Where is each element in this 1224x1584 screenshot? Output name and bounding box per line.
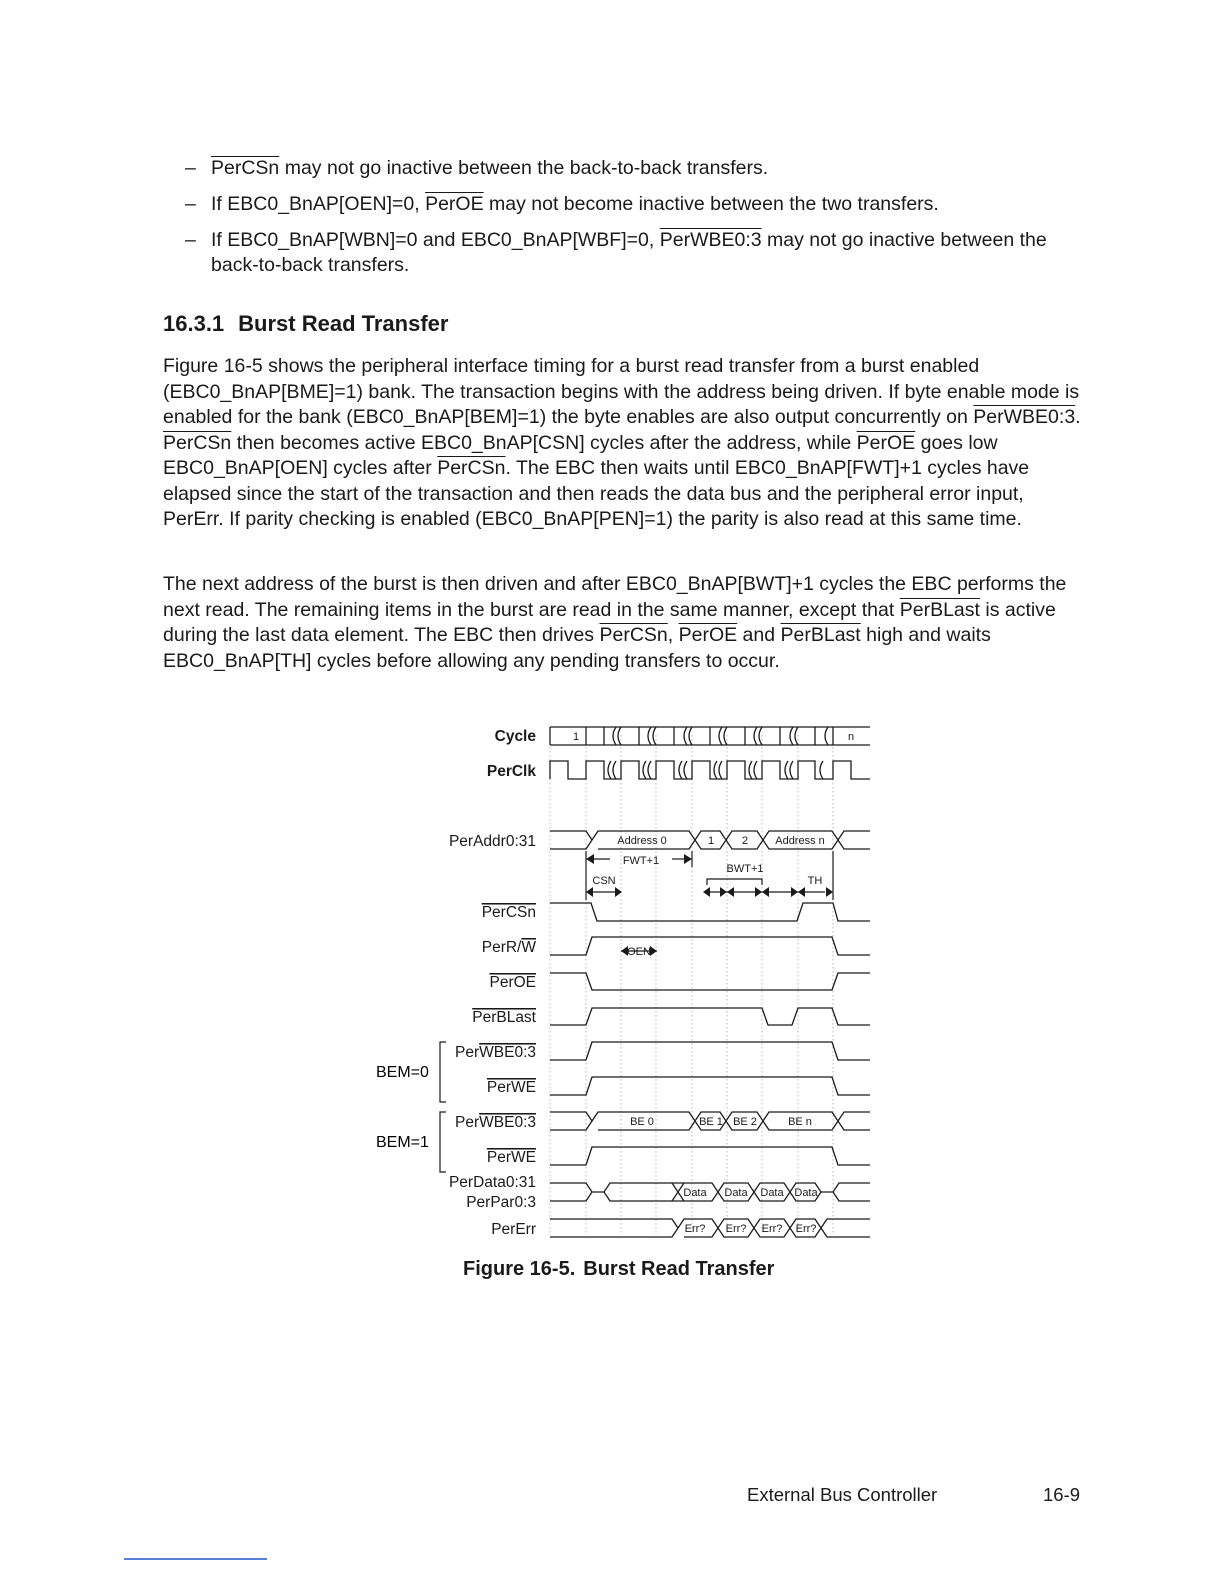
err-label-1: Err?: [725, 1223, 747, 1235]
text-run: Figure 16-5 shows the peripheral interface timing for a burst read transfer from a burst enabled (EBC0_BnAP[BME]=1) bank. The transaction begins with the address being driven. If byte enable mode is enabled for the bank (EBC0_BnAP[BEM]=1) the byte enables are also output concurrently on: [163, 355, 1080, 428]
text-run: ,: [667, 624, 679, 646]
be-label-2: BE 2: [733, 1116, 757, 1128]
fwt-label: FWT+1: [622, 855, 660, 867]
be-label-0: BE 0: [630, 1116, 654, 1128]
data-label-0: Data: [683, 1187, 707, 1199]
timing-diagram: [360, 715, 880, 1255]
addr-label-n: Address n: [775, 835, 825, 847]
bullet-text: [211, 229, 1047, 276]
footer-page-number: 16-9: [1043, 1484, 1081, 1505]
signal-name: PerWBE0:3: [659, 229, 762, 251]
bullet-text: [211, 157, 768, 179]
perwe-bem0-waveform: [550, 1077, 870, 1095]
figure-caption: [463, 1258, 774, 1281]
signal-name: PerCSn: [599, 624, 668, 646]
data-label-2: Data: [760, 1187, 784, 1199]
label-pererr: PerErr: [491, 1221, 536, 1238]
bullet-dash: –: [185, 157, 196, 179]
text-run: . The EBC then waits until EBC0_BnAP[FWT]+1 cycles have elapsed since the start of the transaction and then reads the data bus and the peripheral error input, PerErr. If parity checking is enabled (EBC0_BnAP[PEN]=1) the parity is also read at this same time.: [163, 457, 1030, 530]
text-run: The next address of the burst is then driven and after EBC0_BnAP[BWT]+1 cycles the EBC performs the next read. The remaining items in the burst are read in the same manner, except that: [163, 573, 1067, 621]
signal-name: PerOE: [678, 624, 738, 646]
text-run: may not go inactive between the back-to-back transfers.: [279, 157, 769, 179]
label-bem0: BEM=0: [376, 1064, 429, 1081]
bullet-text: [211, 193, 939, 215]
text-run: may not go inactive between the back-to-back transfers.: [211, 229, 1047, 276]
cycle-first-label: 1: [572, 731, 580, 743]
label-perwe-bem1: PerWE: [486, 1149, 536, 1166]
figure-number: Figure 16-5.: [463, 1258, 576, 1280]
bullet-dash: –: [185, 193, 196, 215]
signal-name: PerOE: [425, 193, 484, 215]
text-run: goes low EBC0_BnAP[OEN] cycles after: [163, 431, 998, 479]
bullet-item: [185, 156, 1085, 181]
label-peroe: PerOE: [489, 974, 536, 991]
timing-arrowheads: [586, 854, 833, 956]
csn-label: CSN: [592, 875, 616, 887]
perblast-waveform: [550, 1008, 870, 1025]
figure-title: Burst Read Transfer: [583, 1258, 775, 1280]
be-label-1: BE 1: [699, 1116, 723, 1128]
bullet-dash: –: [185, 229, 196, 251]
perwbe-bem0-waveform: [550, 1042, 870, 1060]
label-perrw-read: PerR/: [481, 939, 522, 956]
text-run: If EBC0_BnAP[WBN]=0 and EBC0_BnAP[WBF]=0,: [211, 229, 660, 251]
bwt-label: BWT+1: [726, 863, 764, 875]
label-peraddr: PerAddr0:31: [448, 833, 536, 850]
signal-name: PerCSn: [211, 157, 280, 179]
label-bem1: BEM=1: [376, 1134, 429, 1151]
text-run: high and waits EBC0_BnAP[TH] cycles before allowing any pending transfers to occur.: [163, 624, 991, 672]
label-perwbe-bem0-prefix: Per: [455, 1044, 480, 1061]
bullet-list: [185, 156, 1085, 289]
perwe-bem1-waveform: [550, 1147, 870, 1165]
footer-chapter-title: External Bus Controller: [747, 1484, 938, 1505]
signal-name: PerBLast: [899, 598, 980, 621]
text-run: .: [1075, 406, 1081, 428]
text-run: If EBC0_BnAP[OEN]=0,: [211, 193, 426, 215]
oen-label: OEN: [627, 946, 651, 958]
footer-rule: [124, 1558, 267, 1560]
signal-name: PerOE: [856, 431, 916, 454]
perclk-breaks: [608, 761, 823, 779]
label-perwbe-bem1-suffix: WBE0:3: [479, 1114, 536, 1131]
bem-brackets: [440, 1042, 446, 1172]
perdata-waveform: [550, 1183, 870, 1201]
signal-name: PerWBE0:3: [973, 406, 1076, 428]
cycle-waveform: [550, 727, 870, 745]
perrw-waveform: [550, 937, 870, 955]
section-title: Burst Read Transfer: [238, 311, 449, 336]
grid-lines: [550, 735, 833, 1235]
label-perpar: PerPar0:3: [466, 1194, 536, 1211]
signal-name: PerCSn: [163, 431, 232, 454]
th-label: TH: [807, 875, 823, 887]
text-run: then becomes active EBC0_BnAP[CSN] cycles after the address, while: [231, 431, 857, 454]
label-perwbe-bem1: [455, 1114, 536, 1131]
err-label-2: Err?: [761, 1223, 783, 1235]
paragraph-burst-read-sequence: [163, 572, 1088, 674]
label-perwbe-bem0-suffix: WBE0:3: [479, 1044, 536, 1061]
label-perclk: PerClk: [486, 763, 536, 780]
signal-name: PerCSn: [437, 457, 506, 479]
addr-label-1: 1: [707, 835, 715, 847]
data-label-1: Data: [724, 1187, 748, 1199]
bullet-item: [185, 228, 1085, 278]
section-number: 16.3.1: [163, 311, 225, 336]
signal-name: PerBLast: [780, 624, 861, 646]
err-label-0: Err?: [684, 1223, 706, 1235]
percsn-waveform: [550, 903, 870, 921]
text-run: may not become inactive between the two transfers.: [483, 193, 939, 215]
label-perdata: PerData0:31: [448, 1174, 536, 1191]
section-heading: [163, 311, 448, 337]
label-perwe-bem0: PerWE: [486, 1079, 536, 1096]
bullet-item: [185, 192, 1085, 217]
pererr-waveform: [550, 1219, 870, 1237]
peroe-waveform: [550, 973, 870, 990]
addr-label-0: Address 0: [617, 835, 667, 847]
label-perrw-write: W: [521, 939, 536, 956]
label-perwbe-bem0: [455, 1044, 536, 1061]
addr-label-2: 2: [741, 835, 749, 847]
err-label-3: Err?: [795, 1223, 817, 1235]
label-perblast: PerBLast: [472, 1009, 536, 1026]
label-perwbe-bem1-prefix: Per: [455, 1114, 480, 1131]
text-run: is active during the last data element. The EBC then drives: [163, 598, 1056, 646]
text-run: and: [737, 624, 781, 646]
label-cycle: Cycle: [494, 728, 536, 745]
cycle-last-label: n: [847, 731, 855, 743]
paragraph-burst-read-intro: [163, 354, 1088, 533]
label-perrw: [482, 939, 537, 956]
be-label-n: BE n: [788, 1116, 812, 1128]
data-label-3: Data: [794, 1187, 818, 1199]
label-percsn: PerCSn: [481, 904, 536, 921]
